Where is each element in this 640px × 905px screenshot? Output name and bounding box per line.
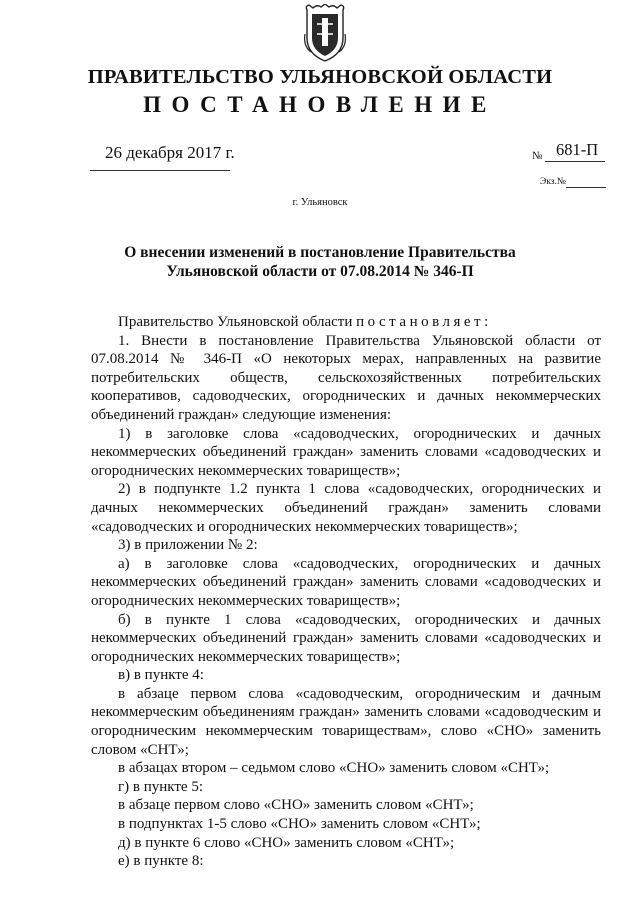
body-paragraph: е) в пункте 8: bbox=[118, 853, 204, 870]
subject-line-2: Ульяновской области от 07.08.2014 № 346-П bbox=[166, 263, 474, 280]
body-paragraph: в абзаце первом слова «садоводческим, огородническим и дачным некоммерческим объединениям граждан» заменить словами «садоводческим и огородническим некоммерческим товариществам», слово «СНО» заменить словом «СНТ»; bbox=[91, 685, 601, 758]
intro-verb: постановляет: bbox=[356, 314, 492, 330]
body-paragraph: а) в заголовке слова «садоводческих, огороднических и дачных некоммерческих объединений граждан» заменить словами «садоводческих и огороднических некоммерческих товариществ»; bbox=[91, 555, 601, 609]
document-subject bbox=[0, 243, 640, 281]
document-body bbox=[91, 313, 601, 871]
copy-number-label: Экз.№ bbox=[540, 177, 566, 187]
number-underline bbox=[545, 161, 605, 162]
coat-of-arms-emblem bbox=[303, 4, 347, 62]
body-paragraph: 2) в подпункте 1.2 пункта 1 слова «садоводческих, огороднических и дачных некоммерческих объединений граждан» заменить словами «садоводческих и огороднических некоммерческих товариществ»; bbox=[91, 481, 601, 535]
body-paragraph: в абзацах втором – седьмом слово «СНО» заменить словом «СНТ»; bbox=[118, 760, 550, 777]
subject-line-1: О внесении изменений в постановление Правительства bbox=[124, 244, 516, 261]
copy-number-underline bbox=[566, 187, 606, 188]
body-paragraph: д) в пункте 6 слово «СНО» заменить словом «СНТ»; bbox=[118, 834, 455, 851]
body-paragraph: 3) в приложении № 2: bbox=[118, 537, 258, 554]
intro-prefix: Правительство Ульяновской области bbox=[118, 314, 353, 330]
document-number: 681-П bbox=[556, 140, 599, 159]
date-underline bbox=[90, 170, 230, 171]
body-paragraph: 1) в заголовке слова «садоводческих, огороднических и дачных некоммерческих объединений граждан» заменить словами «садоводческих и огороднических некоммерческих товариществ»; bbox=[91, 425, 601, 479]
body-paragraph: в) в пункте 4: bbox=[118, 667, 204, 684]
document-type-title: ПОСТАНОВЛЕНИЕ bbox=[143, 92, 497, 117]
body-paragraph: б) в пункте 1 слова «садоводческих, огороднических и дачных некоммерческих объединений граждан» заменить словами «садоводческих и огороднических некоммерческих товариществ»; bbox=[91, 611, 601, 665]
intro-paragraph bbox=[91, 313, 601, 332]
body-paragraph: в подпунктах 1-5 слово «СНО» заменить словом «СНТ»; bbox=[118, 816, 481, 833]
body-paragraph: г) в пункте 5: bbox=[118, 778, 204, 795]
number-sign: № bbox=[532, 150, 543, 162]
document-date: 26 декабря 2017 г. bbox=[105, 143, 235, 162]
body-paragraph: в абзаце первом слово «СНО» заменить словом «СНТ»; bbox=[118, 797, 474, 814]
government-title: ПРАВИТЕЛЬСТВО УЛЬЯНОВСКОЙ ОБЛАСТИ bbox=[87, 66, 553, 88]
body-paragraph: 1. Внести в постановление Правительства Ульяновской области от 07.08.2014 № 346-П «О некоторых мерах, направленных на развитие потребительских обществ, сельскохозяйственных потребительских кооперативов, садоводческих, огороднических и дачных некоммерческих объединений граждан» следующие изменения: bbox=[91, 332, 601, 423]
city-label: г. Ульяновск bbox=[292, 197, 348, 208]
